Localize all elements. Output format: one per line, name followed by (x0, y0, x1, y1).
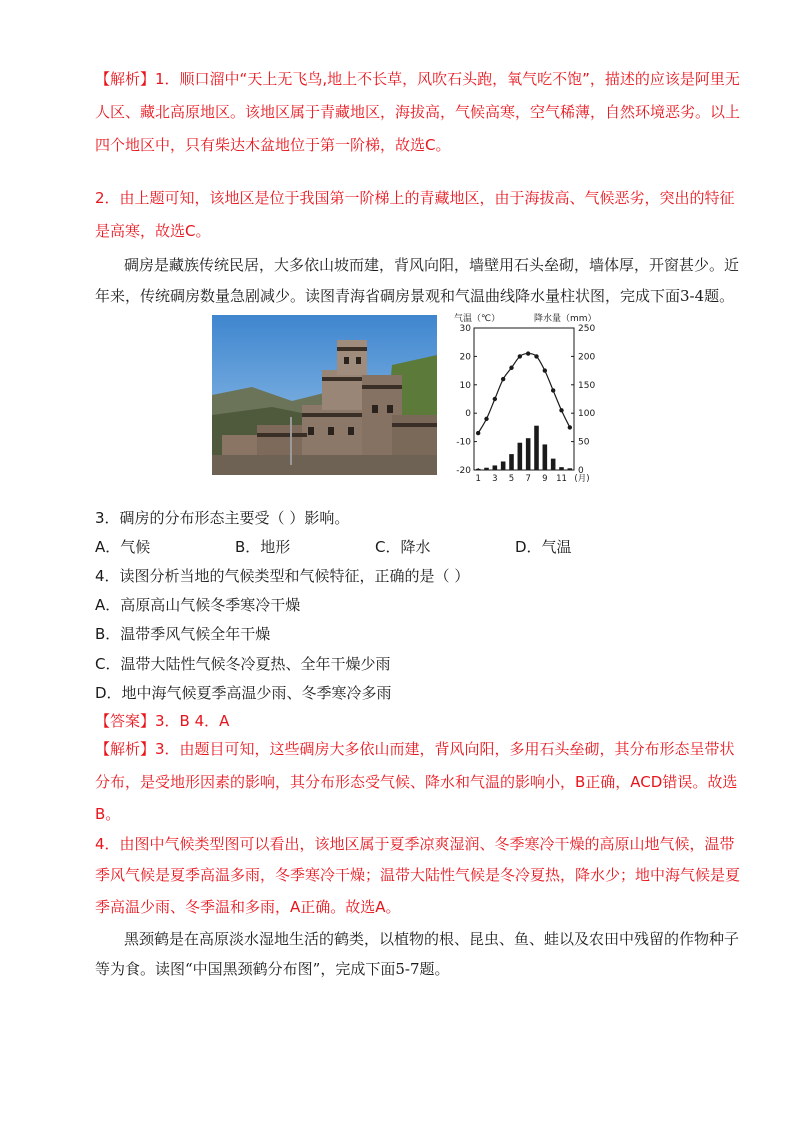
x-tick-label: 1 (475, 474, 481, 484)
left-tick-label: 10 (459, 380, 471, 391)
analysis2-line4: 4．由图中气候类型图可以看出，该地区属于夏季凉爽湿润、冬季寒冷干燥的高原山地气候，温带 (95, 835, 735, 853)
q3-stem: 3．碉房的分布形态主要受（ ）影响。 (95, 509, 350, 527)
right-tick-label: 0 (578, 466, 584, 476)
temperature-curve (478, 354, 570, 434)
x-tick-label: (月) (574, 474, 590, 484)
analysis1-line2: 人区、藏北高原地区。该地区属于青藏地区，海拔高，气候高寒，空气稀薄，自然环境恶劣。以上 (95, 103, 741, 121)
x-tick-label: 3 (492, 474, 498, 484)
analysis2-line6: 季高温少雨、冬季温和多雨，A正确。故选A。 (95, 898, 401, 916)
x-tick-label: 5 (508, 474, 515, 484)
left-tick-label: 20 (459, 352, 471, 363)
analysis1-line4: 2．由上题可知，该地区是位于我国第一阶梯上的青藏地区，由于海拔高、气候恶劣，突出的特征 (95, 189, 735, 207)
plot-frame (474, 328, 574, 470)
temperature-point (568, 425, 572, 429)
answer-line: 【答案】3．B 4．A (95, 712, 230, 730)
q3-option-c: C．降水 (375, 538, 431, 556)
q4-option-a: A．高原高山气候冬季寒冷干燥 (95, 596, 301, 614)
precipitation-bar (543, 444, 548, 470)
intro57-line1: 黑颈鹤是在高原淡水湿地生活的鹤类，以植物的根、昆虫、鱼、蛙以及农田中残留的作物种子 (124, 930, 740, 948)
temperature-point (551, 388, 555, 392)
temperature-point (543, 368, 547, 372)
diaofang-photo-illustration (212, 315, 437, 475)
right-axis-ticks (571, 324, 595, 476)
q4-stem: 4．读图分析当地的气候类型和气候特征，正确的是（ ） (95, 567, 470, 585)
left-tick-label: 30 (459, 324, 471, 334)
right-tick-label: 250 (578, 324, 596, 334)
analysis2-line1: 【解析】3．由题目可知，这些碉房大多依山而建，背风向阳，多用石头垒砌，其分布形态呈带状 (95, 740, 735, 758)
precipitation-bar (526, 438, 531, 470)
intro34-line1: 碉房是藏族传统民居，大多依山坡而建，背风向阳，墙壁用石头垒砌，墙体厚，开窗甚少。近 (124, 256, 740, 274)
q3-option-d: D．气温 (515, 538, 572, 556)
analysis2-line2: 分布，是受地形因素的影响，其分布形态受气候、降水和气温的影响小，B正确，ACD错误。故选 (95, 773, 738, 791)
temperature-point (526, 351, 530, 355)
intro57-line2: 等为食。读图“中国黑颈鹤分布图”，完成下面5-7题。 (95, 960, 450, 978)
x-tick-label: 11 (556, 474, 567, 484)
precipitation-bars (476, 426, 572, 470)
right-tick-label: 100 (578, 409, 596, 420)
climate-chart (448, 310, 608, 486)
temperature-point (501, 377, 505, 381)
right-tick-label: 150 (578, 380, 596, 391)
left-tick-label: 0 (465, 409, 471, 420)
diaofang-photo (212, 315, 437, 475)
right-tick-label: 200 (578, 352, 596, 363)
analysis1-line3: 四个地区中，只有柴达木盆地位于第一阶梯，故选C。 (95, 136, 451, 154)
intro34-line2: 年来，传统碉房数量急剧减少。读图青海省碉房景观和气温曲线降水量柱状图，完成下面3-4题。 (95, 287, 735, 305)
precipitation-bar (484, 468, 489, 470)
temperature-point (559, 408, 563, 412)
precipitation-bar (568, 468, 573, 470)
temperature-points (476, 351, 572, 435)
right-tick-label: 50 (578, 437, 590, 448)
left-axis-label: 气温（℃） (454, 314, 501, 324)
temperature-point (484, 417, 488, 421)
temperature-point (476, 431, 480, 435)
temperature-point (509, 366, 513, 370)
left-tick-label: -20 (456, 466, 471, 476)
temperature-point (493, 397, 497, 401)
q3-option-a: A．气候 (95, 538, 151, 556)
x-tick-label: 7 (525, 474, 531, 484)
q4-option-d: D．地中海气候夏季高温少雨、冬季寒冷多雨 (95, 684, 392, 702)
analysis1-line1: 【解析】1．顺口溜中“天上无飞鸟,地上不长草，风吹石头跑，氧气吃不饱”，描述的应该是阿里无 (95, 70, 740, 88)
precipitation-bar (534, 426, 539, 470)
left-tick-label: -10 (456, 437, 471, 448)
precipitation-bar (501, 461, 506, 470)
precipitation-bar (509, 454, 514, 470)
right-axis-label: 降水量（mm） (534, 314, 597, 324)
precipitation-bar (518, 443, 523, 470)
x-tick-label: 9 (542, 474, 548, 484)
analysis1-line5: 是高寒，故选C。 (95, 222, 211, 240)
precipitation-bar (551, 459, 556, 470)
plot-area (456, 324, 595, 484)
q4-option-b: B．温带季风气候全年干燥 (95, 625, 271, 643)
temperature-point (534, 354, 538, 358)
analysis2-line5: 季风气候是夏季高温多雨，冬季寒冷干燥；温带大陆性气候是冬冷夏热，降水少；地中海气候是夏 (95, 866, 741, 884)
q3-option-b: B．地形 (235, 538, 291, 556)
analysis2-line3: B。 (95, 805, 121, 823)
temperature-point (518, 354, 522, 358)
q4-option-c: C．温带大陆性气候冬冷夏热、全年干燥少雨 (95, 655, 391, 673)
